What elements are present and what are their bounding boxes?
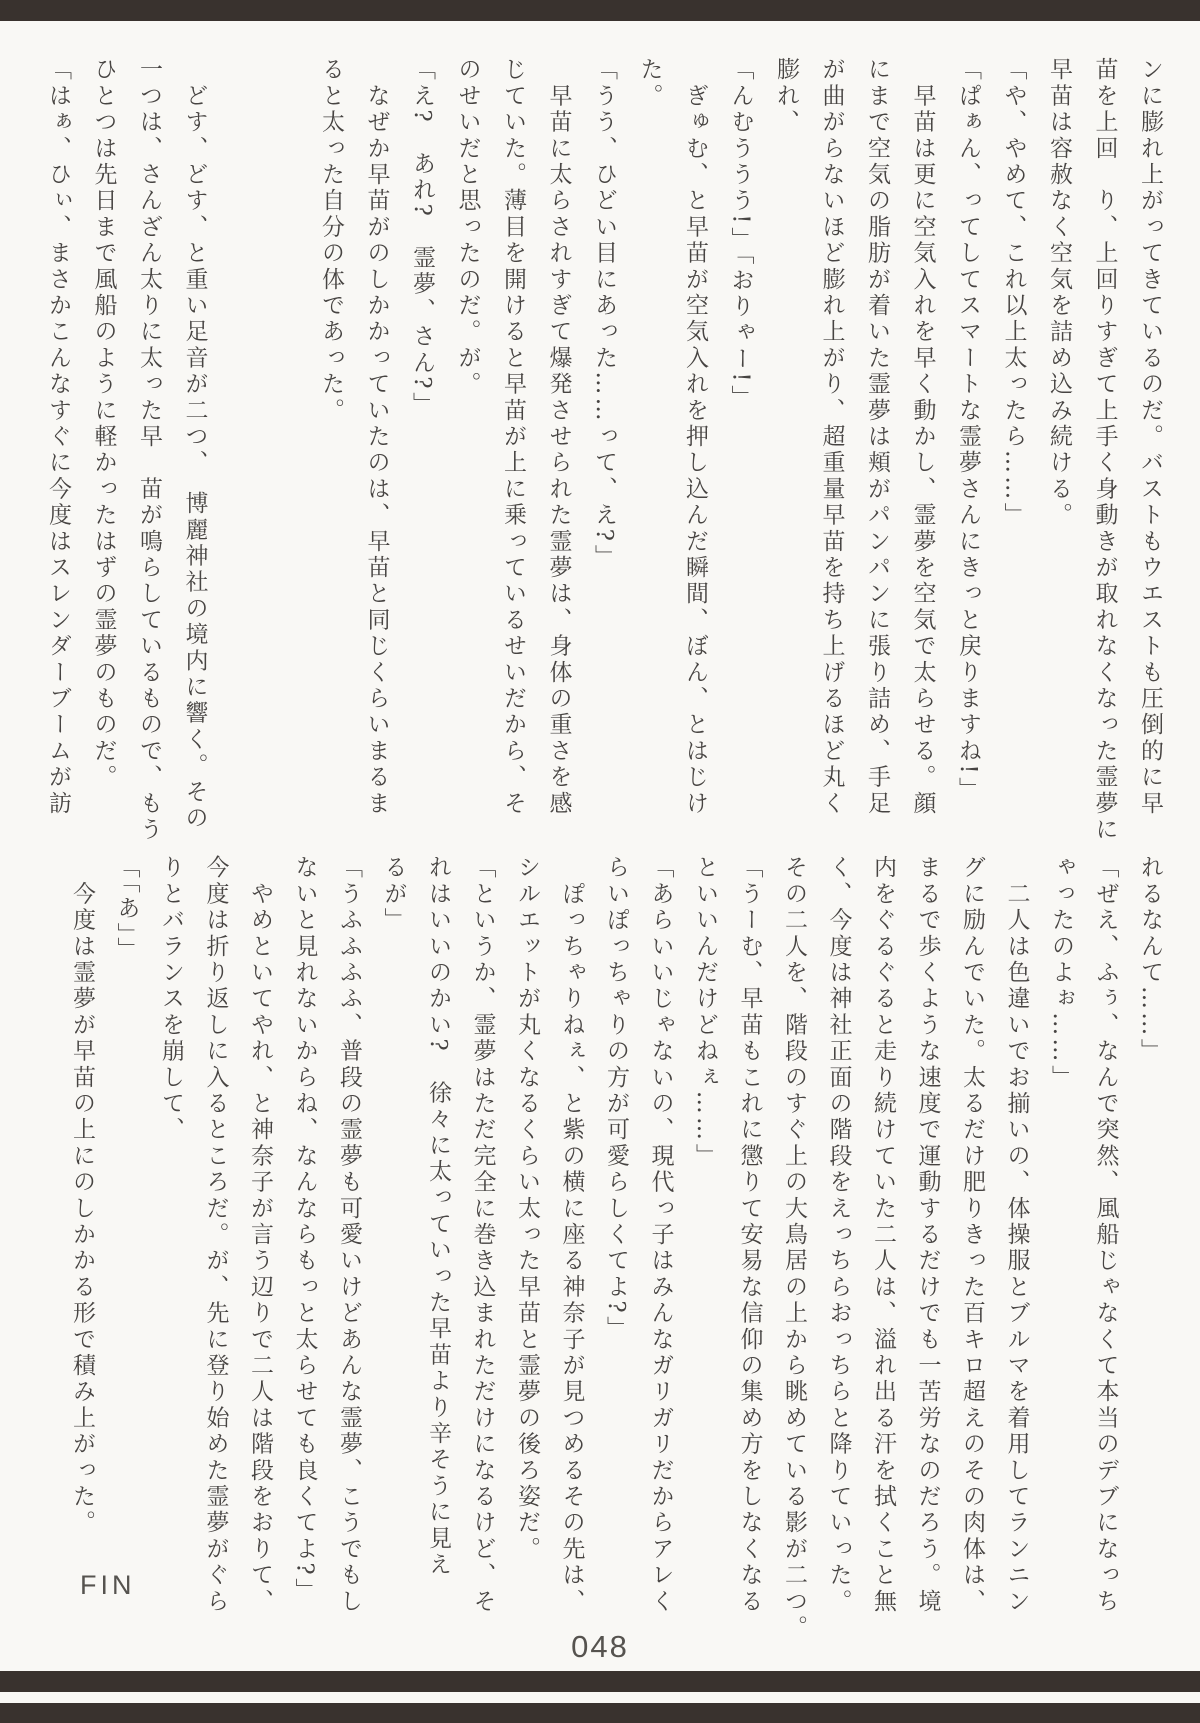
text-column: が曲がらないほど膨れ上がり、超重量早苗を持ち上げるほど丸く	[818, 57, 845, 817]
text-column: 二人は色違いでお揃いの、体操服とブルマを着用してランニン	[1003, 855, 1030, 1615]
text-column	[217, 57, 263, 839]
text-column: 「や、やめて、これ以上太ったら……」	[1000, 57, 1027, 529]
text-column: 「「あ」」	[113, 855, 140, 963]
text-column: なぜか早苗がのしかかっていたのは、早苗と同じくらいまるま	[363, 57, 390, 817]
text-column: といいんだけどねぇ……」	[692, 855, 718, 1170]
bottom-page-edge-bar	[0, 1703, 1200, 1723]
text-column: のせいだと思ったのだ。が。	[454, 57, 481, 398]
text-column: グに励んでいた。太るだけ肥りきった百キロ超えのその肉体は、	[959, 855, 985, 1615]
text-column: 「ぱぁん、ってしてスマートな霊夢さんにきっと戻りますね!」	[955, 57, 981, 804]
text-column: 今度は霊夢が早苗の上にのしかかる形で積み上がった。	[69, 855, 95, 1537]
text-column: りとバランスを崩して、	[158, 855, 184, 1144]
text-column: るが」	[380, 855, 407, 934]
text-column: ないと見れないからね、なんならもっと太らせても良くてよ?」	[291, 855, 318, 1605]
text-column: その二人を、階段のすぐ上の大鳥居の上から眺めている影が二つ。	[781, 855, 807, 1641]
text-column: 膨れ、	[773, 57, 799, 136]
text-column: やめといてやれ、と神奈子が言う辺りで二人は階段をおりて、	[247, 855, 273, 1615]
text-column: 苗を上回 り、上回りすぎて上手く身動きが取れなくなった霊夢に	[1091, 57, 1118, 843]
text-column: じていた。薄目を開けると早苗が上に乗っているせいだから、そ	[500, 57, 526, 817]
text-column: ゃったのよぉ……」	[1048, 855, 1074, 1091]
text-column: 「はぁ、ひぃ、まさかこんなすぐに今度はスレンダーブームが訪	[45, 57, 71, 817]
text-column: まるで歩くような速度で運動するだけでも一苦労なのだろう。境	[914, 855, 941, 1615]
text-column: ンに膨れ上がってきているのだ。バストもウエストも圧倒的に早	[1137, 57, 1163, 817]
text-column: 内をぐるぐると走り続けていた二人は、溢れ出る汗を拭くこと無	[870, 855, 896, 1615]
text-column: 「あらいいじゃないの、現代っ子はみんなガリガリだからアレく	[647, 855, 674, 1615]
text-column: れはいいのかい? 徐々に太っていった早苗より辛そうに見え	[425, 855, 451, 1578]
text-column: 早苗に太らされすぎて爆発させられた霊夢は、身体の重さを感	[545, 57, 572, 817]
text-column: どす、どす、と重い足音が二つ、 博麗神社の境内に響く。その	[181, 57, 208, 832]
bottom-text-block	[59, 855, 1172, 1641]
text-column: 「え? あれ? 霊夢、さん?」	[409, 57, 435, 418]
text-column: た。	[636, 57, 663, 110]
text-column: 早苗は容赦なく空気を詰め込み続ける。	[1046, 57, 1072, 529]
text-column: 「うう、ひどい目にあった……って、え?」	[591, 57, 617, 571]
text-column: らいぽっちゃりの方が可愛らしくてよ?」	[603, 855, 629, 1343]
text-column: 今度は折り返しに入るところだ。が、先に登り始めた霊夢がぐら	[202, 855, 229, 1615]
text-column: ひとつは先日まで風船のように軽かったはずの霊夢のものだ。	[90, 57, 117, 791]
text-column: 「んむううう!」「おりゃー!」	[727, 57, 754, 411]
text-column: ぎゅむ、と早苗が空気入れを押し込んだ瞬間、ぼん、とはじけ	[682, 57, 708, 817]
text-column: れるなんて……」	[1137, 855, 1163, 1065]
fin-marker: FIN	[80, 1570, 136, 1600]
text-column: シルエットが丸くなるくらい太った早苗と霊夢の後ろ姿だ。	[514, 855, 540, 1563]
top-page-edge-bar	[0, 0, 1200, 21]
text-column: く、今度は神社正面の階段をえっちらおっちらと降りていった。	[825, 855, 852, 1615]
text-column: 「ぜえ、ふぅ、なんで突然、風船じゃなくて本当のデブになっち	[1092, 855, 1119, 1615]
text-column: にまで空気の脂肪が着いた霊夢は頬がパンパンに張り詰め、手足	[864, 57, 890, 817]
page-number: 048	[571, 1629, 629, 1664]
text-column: 早苗は更に空気入れを早く動かし、霊夢を空気で太らせる。顔	[909, 57, 936, 817]
text-column: 一つは、さんざん太りに太った早 苗が鳴らしているもので、もう	[136, 57, 162, 843]
text-column: ぽっちゃりねぇ、と紫の横に座る神奈子が見つめるその先は、	[558, 855, 585, 1615]
top-text-block	[33, 57, 1172, 843]
text-column: 「というか、霊夢はただ完全に巻き込まれただけになるけど、そ	[469, 855, 496, 1615]
text-column: 「うふふふふ、普段の霊夢も可愛いけどあんな霊夢、こうでもし	[336, 855, 362, 1615]
text-column: 「うーむ、早苗もこれに懲りて安易な信仰の集め方をしなくなる	[736, 855, 763, 1615]
text-column	[262, 57, 308, 839]
text-column: ると太った自分の体であった。	[318, 57, 344, 424]
bottom-page-bar	[0, 1671, 1200, 1692]
